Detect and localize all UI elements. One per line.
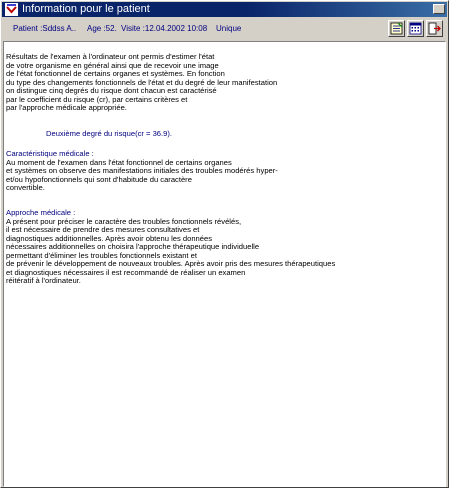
close-button[interactable] [433,4,445,14]
intro-line: par le coefficient du risque (cr), par certains critères et [6,95,188,104]
characteristic-line: et systèmes on observe des manifestations initiales des troubles modérés hyper- [6,166,278,175]
approach-heading: Approche médicale : [6,208,76,217]
characteristic-line: Au moment de l'examen dans l'état fonctionnel de certains organes [6,158,232,167]
approach-line: nécessaires additionnelles on choisira l'approche thérapeutique individuelle [6,242,260,251]
approach-line: réitératif à l'ordinateur. [6,276,81,285]
risk-degree: Deuxième degré du risque(cr = 36.9). [46,129,172,138]
calendar-button[interactable] [407,20,424,37]
intro-line: de l'état fonctionnel de certains organes et systèmes. En fonction [6,69,225,78]
intro-line: de votre organisme en général ainsi que de recevoir une image [6,61,219,70]
approach-line: et diagnostiques nécessaires il est recommandé de réaliser un examen [6,268,246,277]
approach-line: A présent pour préciser le caractère des troubles fonctionnels révélés, [6,217,242,226]
visit-status: Unique [216,24,242,33]
notes-button[interactable] [388,20,405,37]
report-text-area[interactable] [3,41,446,487]
characteristic-heading: Caractéristique médicale : [6,149,94,158]
patient-info-bar [3,18,446,40]
characteristic-line: convertible. [6,183,45,192]
exit-button[interactable] [426,20,443,37]
approach-line: diagnostiques additionnelles. Après avoir obtenu les données [6,234,213,243]
title-bar[interactable] [2,2,447,17]
patient-name: Patient :Sddss A.. [13,24,77,33]
app-icon [5,3,18,16]
intro-line: par l'approche médicale appropriée. [6,103,127,112]
intro-line: on distingue cinq degrés du risque dont chacun est caractérisé [6,86,217,95]
intro-line: du type des changements fonctionnels de l'état et du degré de leur manifestation [6,78,278,87]
approach-line: il est nécessaire de prendre des mesures consultatives et [6,225,200,234]
visit-datetime: Visite :12.04.2002 10:08 [121,24,208,33]
characteristic-line: et/ou hypofonctionnels qui sont d'habitude du caractère [6,175,192,184]
intro-line: Résultats de l'examen à l'ordinateur ont permis d'estimer l'état [6,52,215,61]
approach-line: de prévenir le développement de nouveaux troubles. Après avoir pris des mesures thérapeutiques [6,259,336,268]
approach-line: permettant d'éliminer les troubles fonctionnels existant et [6,251,197,260]
window-title: Information pour le patient [22,3,150,15]
patient-age: Age :52. [87,24,117,33]
